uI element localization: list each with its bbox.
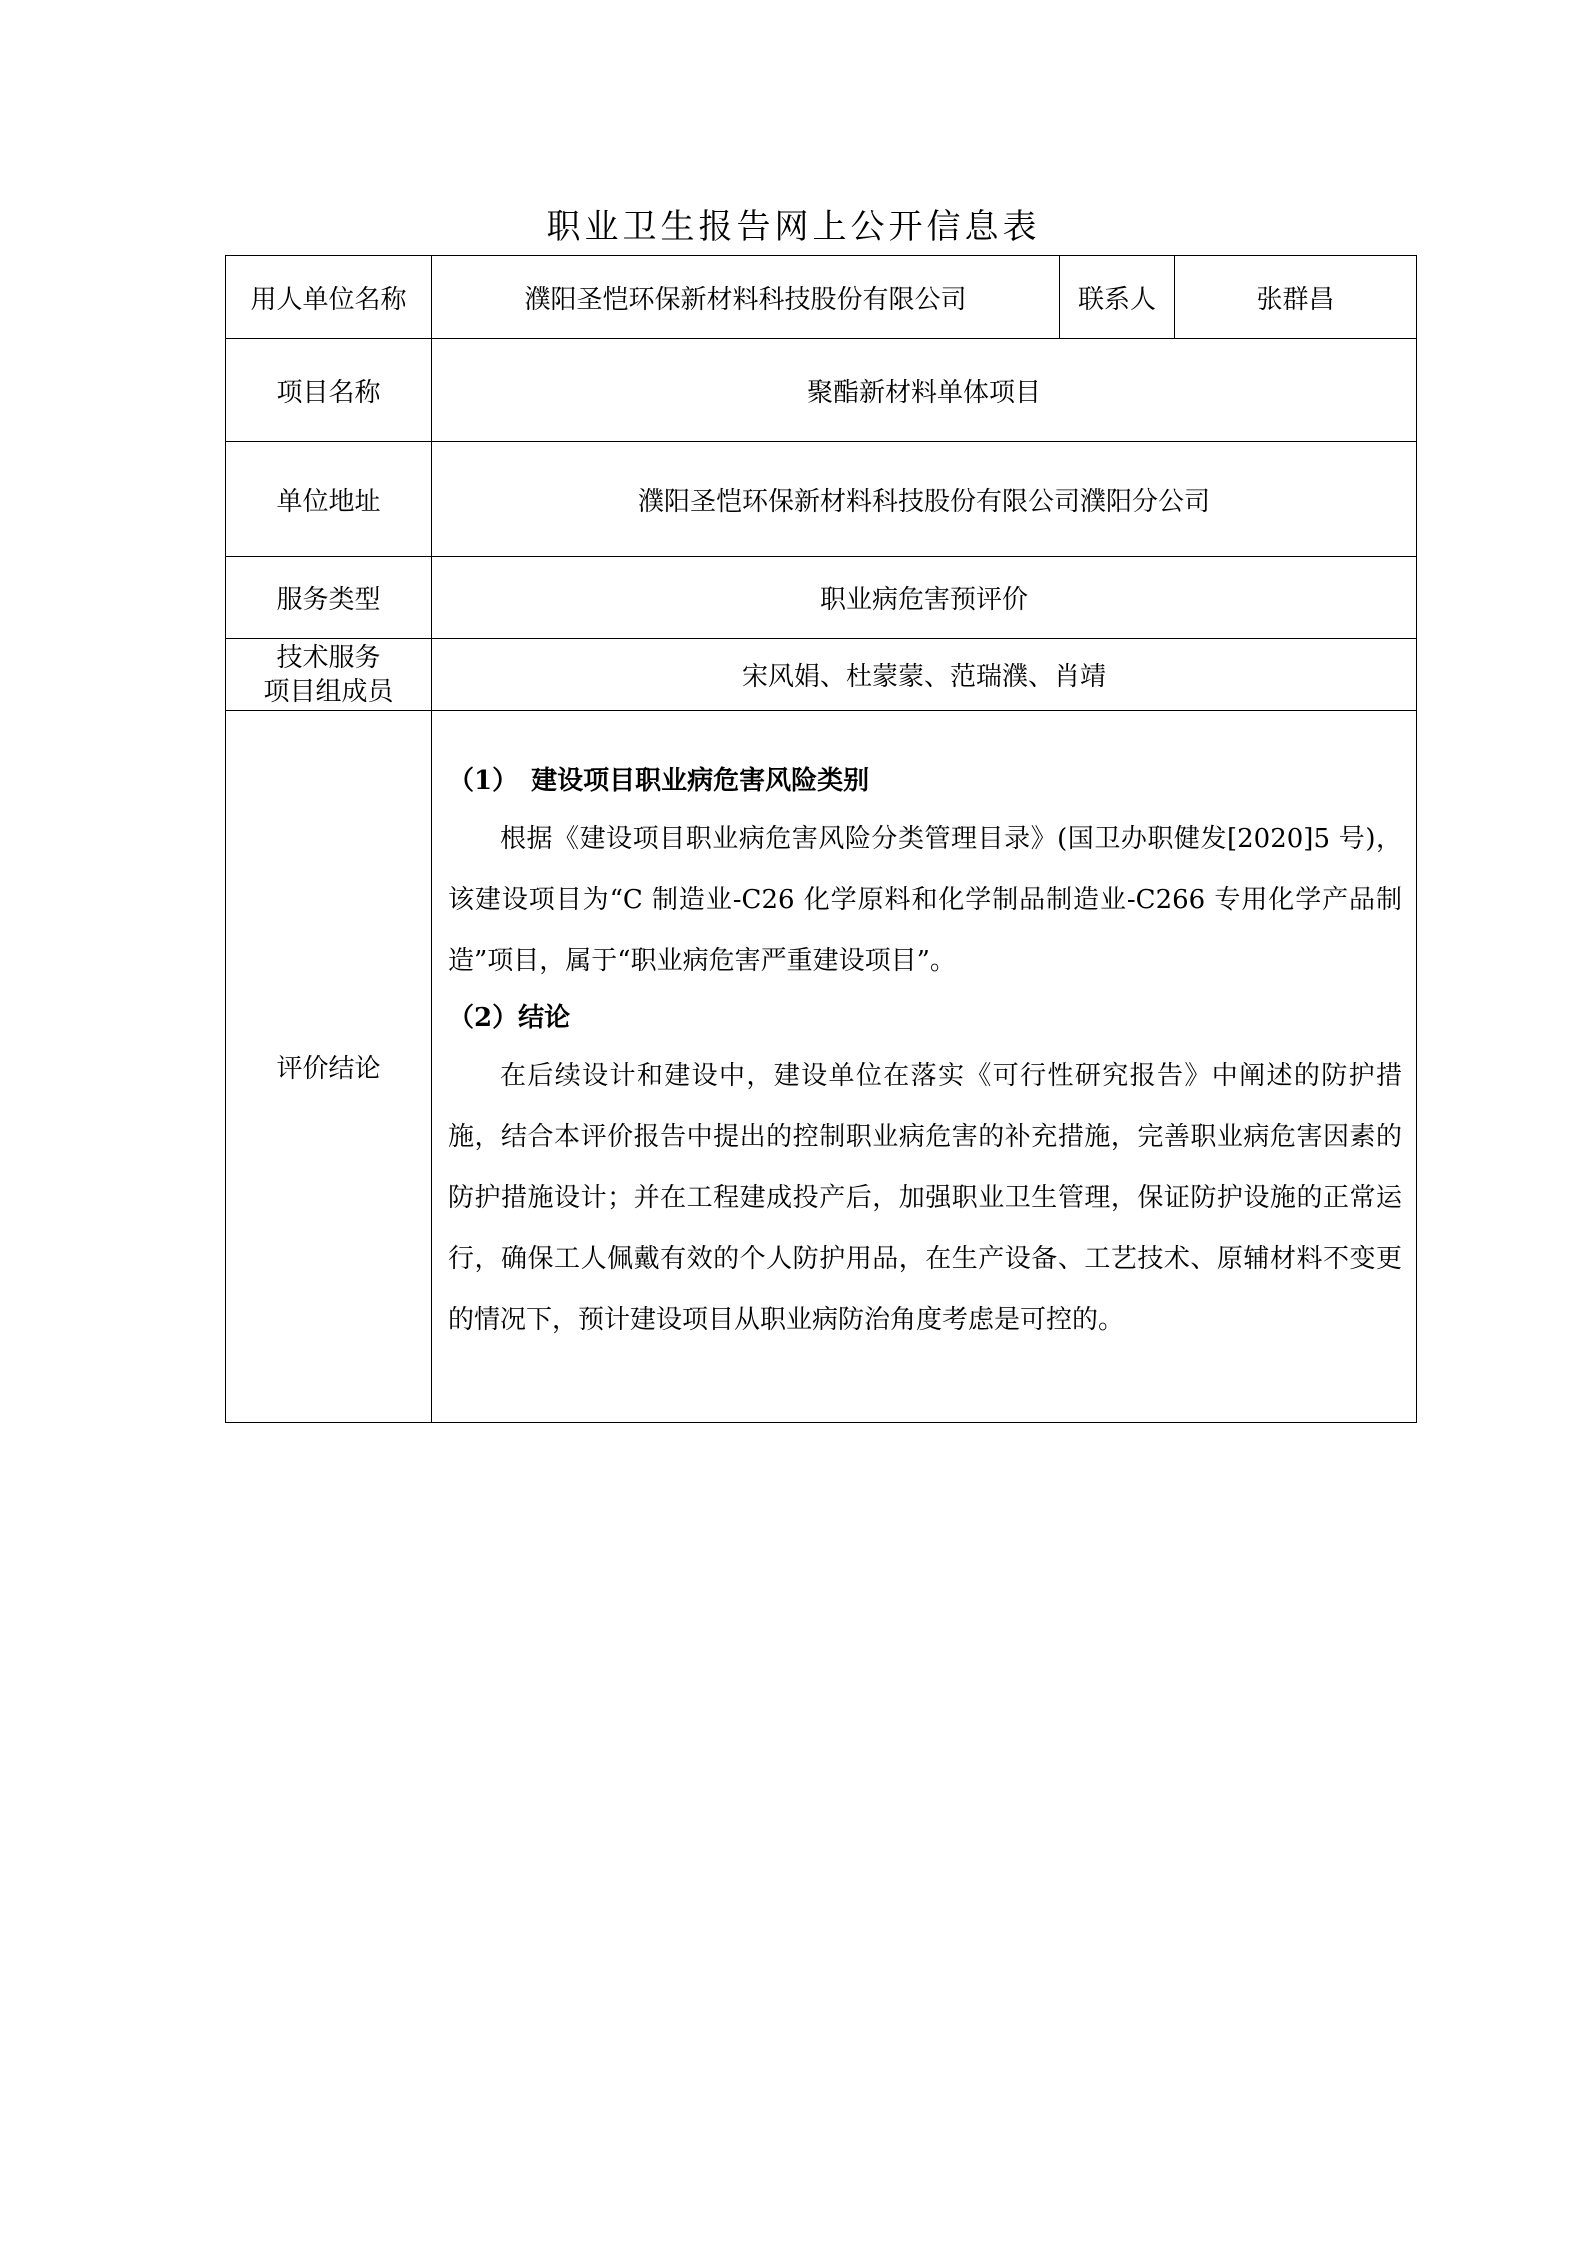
evaluation-content <box>432 711 1417 1423</box>
table-row-project <box>226 339 1417 442</box>
table-row-employer <box>226 256 1417 339</box>
risk-category-heading: （1） 建设项目职业病危害风险类别 <box>448 766 870 796</box>
employer-value: 濮阳圣恺环保新材料科技股份有限公司 <box>432 256 1060 339</box>
table-row-evaluation <box>226 711 1417 1423</box>
address-label: 单位地址 <box>226 442 432 557</box>
team-label-line2: 项目组成员 <box>263 676 394 707</box>
service-value: 职业病危害预评价 <box>432 557 1417 639</box>
document-title: 职业卫生报告网上公开信息表 <box>546 207 1041 247</box>
project-label: 项目名称 <box>226 339 432 442</box>
address-value: 濮阳圣恺环保新材料科技股份有限公司濮阳分公司 <box>432 442 1417 557</box>
table-row-service <box>226 557 1417 639</box>
risk-category-paragraph: 根据《建设项目职业病危害风险分类管理目录》(国卫办职健发[2020]5 号)，该建设项目为“C 制造业-C26 化学原料和化学制品制造业-C266 专用化学产品制造”项目，属于“职业病危害严重建设项目”。 <box>448 824 1402 976</box>
table-row-address <box>226 442 1417 557</box>
info-table <box>225 255 1417 1423</box>
conclusion-heading: （2）结论 <box>448 1003 571 1033</box>
contact-label: 联系人 <box>1060 256 1175 339</box>
table-row-team <box>226 639 1417 711</box>
contact-value: 张群昌 <box>1175 256 1417 339</box>
service-label: 服务类型 <box>226 557 432 639</box>
project-value: 聚酯新材料单体项目 <box>432 339 1417 442</box>
team-label <box>226 639 432 711</box>
team-label-line1: 技术服务 <box>276 642 381 673</box>
conclusion-paragraph: 在后续设计和建设中，建设单位在落实《可行性研究报告》中阐述的防护措施，结合本评价报告中提出的控制职业病危害的补充措施，完善职业病危害因素的防护措施设计；并在工程建成投产后，加强职业卫生管理，保证防护设施的正常运行，确保工人佩戴有效的个人防护用品，在生产设备、工艺技术、原辅材料不变更的情况下，预计建设项目从职业病防治角度考虑是可控的。 <box>448 1061 1402 1335</box>
employer-label: 用人单位名称 <box>226 256 432 339</box>
evaluation-label: 评价结论 <box>226 711 432 1423</box>
team-value: 宋风娟、杜蒙蒙、范瑞濮、肖靖 <box>432 639 1417 711</box>
